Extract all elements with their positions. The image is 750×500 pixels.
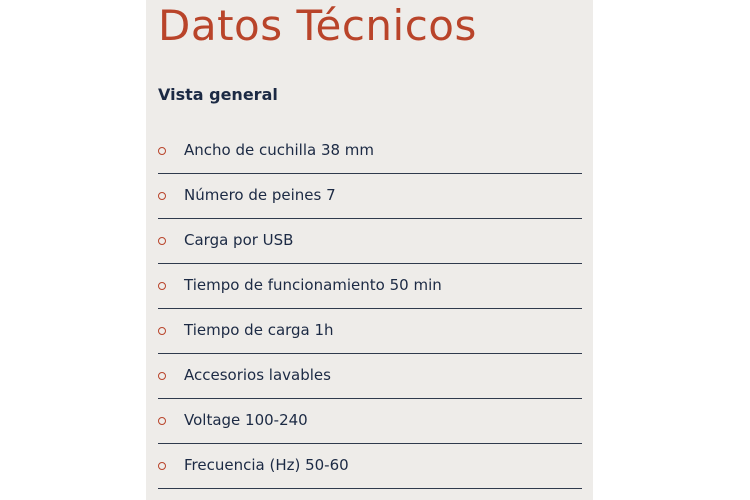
spec-text: Voltage 100-240 [184, 411, 308, 429]
list-item [158, 264, 582, 309]
list-item [158, 129, 582, 174]
circle-bullet-icon [158, 192, 166, 200]
list-item [158, 354, 582, 399]
circle-bullet-icon [158, 372, 166, 380]
spec-panel [146, 0, 593, 500]
list-item [158, 444, 582, 489]
spec-text: Carga por USB [184, 231, 294, 249]
circle-bullet-icon [158, 462, 166, 470]
spec-text: Frecuencia (Hz) 50-60 [184, 456, 349, 474]
spec-text: Accesorios lavables [184, 366, 331, 384]
circle-bullet-icon [158, 237, 166, 245]
section-heading: Vista general [158, 85, 278, 104]
spec-text: Ancho de cuchilla 38 mm [184, 141, 375, 159]
spec-text: Número de peines 7 [184, 186, 336, 204]
list-item [158, 219, 582, 264]
circle-bullet-icon [158, 282, 166, 290]
spec-text: Tiempo de funcionamiento 50 min [184, 276, 442, 294]
list-item [158, 399, 582, 444]
circle-bullet-icon [158, 147, 166, 155]
page-title: Datos Técnicos [158, 1, 477, 50]
list-item [158, 174, 582, 219]
spec-text: Tiempo de carga 1h [184, 321, 334, 339]
circle-bullet-icon [158, 417, 166, 425]
list-item [158, 309, 582, 354]
spec-list [158, 129, 582, 489]
circle-bullet-icon [158, 327, 166, 335]
